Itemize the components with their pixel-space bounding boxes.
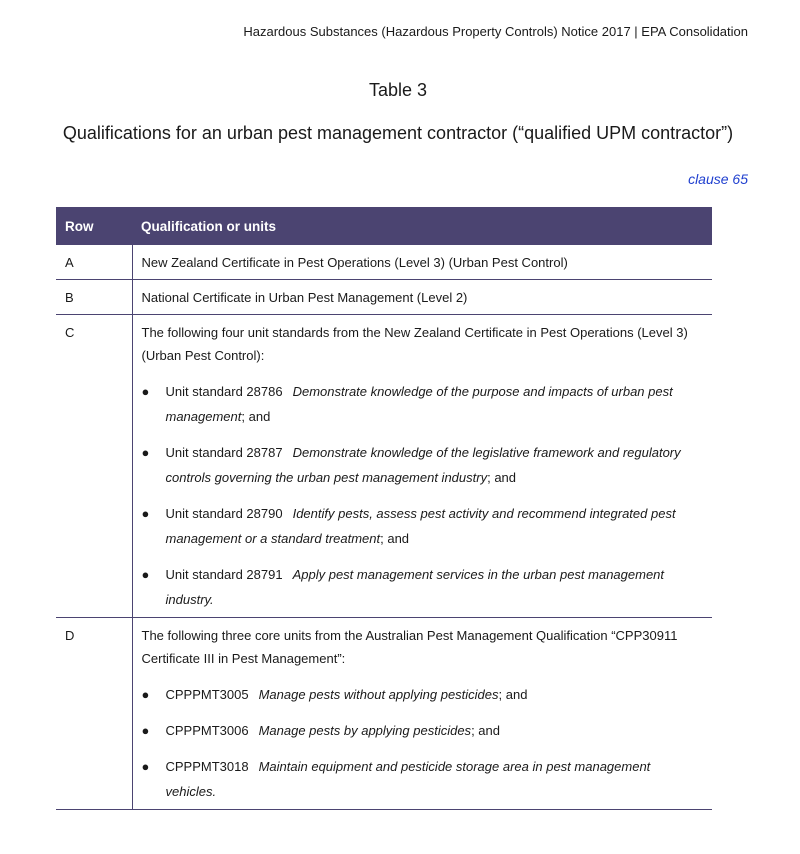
- bullet-icon: ●: [141, 445, 150, 460]
- unit-title: Identify pests, assess pest activity and recommend integrated pest management or a standard treatment: [165, 506, 676, 546]
- list-item: [142, 718, 703, 743]
- row-id: D: [56, 618, 132, 810]
- table-number: Table 3: [368, 80, 428, 100]
- unit-code: CPPPMT3006: [165, 723, 249, 738]
- row-text: National Certificate in Urban Pest Management (Level 2): [132, 280, 712, 315]
- bullet-icon: ●: [141, 384, 150, 399]
- qualifications-table: [56, 207, 712, 810]
- unit-code: Unit standard 28786: [165, 384, 283, 399]
- column-header-qualification: Qualification or units: [132, 207, 712, 245]
- unit-title: Demonstrate knowledge of the purpose and impacts of urban pest management: [165, 384, 673, 424]
- list-item: [142, 440, 703, 490]
- bullet-icon: ●: [141, 506, 150, 521]
- row-intro: The following three core units from the Australian Pest Management Qualification “CPP30911 Certificate III in Pest Management”:: [141, 628, 678, 666]
- unit-suffix: ; and: [471, 723, 500, 738]
- unit-title: Manage pests by applying pesticides: [258, 723, 472, 738]
- row-content: [132, 618, 712, 810]
- unit-code: Unit standard 28791: [165, 567, 283, 582]
- unit-suffix: ; and: [498, 687, 528, 702]
- row-content: [132, 315, 712, 618]
- list-item: [142, 682, 703, 707]
- unit-title: Maintain equipment and pesticide storage area in pest management vehicles.: [165, 759, 651, 799]
- bullet-icon: ●: [141, 567, 150, 582]
- unit-list: [142, 682, 703, 804]
- bullet-icon: ●: [141, 723, 150, 738]
- unit-title: Apply pest management services in the urban pest management industry.: [165, 567, 665, 607]
- row-id: B: [56, 280, 132, 315]
- unit-suffix: ; and: [241, 409, 271, 424]
- list-item: [142, 754, 703, 804]
- running-header: Hazardous Substances (Hazardous Property Controls) Notice 2017 | EPA Consolidation: [243, 24, 748, 39]
- unit-suffix: ; and: [380, 531, 410, 546]
- list-item: [142, 379, 703, 429]
- unit-code: Unit standard 28790: [165, 506, 283, 521]
- bullet-icon: ●: [141, 759, 150, 774]
- clause-link[interactable]: clause 65: [688, 171, 748, 187]
- table-header-row: [56, 207, 712, 245]
- bullet-icon: ●: [141, 687, 150, 702]
- table-caption: Qualifications for an urban pest management contractor (“qualified UPM contractor”): [62, 123, 734, 143]
- unit-list: [142, 379, 703, 612]
- unit-title: Demonstrate knowledge of the legislative framework and regulatory controls governing the urban pest management industry: [165, 445, 681, 485]
- unit-code: CPPPMT3018: [165, 759, 249, 774]
- list-item: [142, 501, 703, 551]
- list-item: [142, 562, 703, 612]
- table-row: [56, 618, 712, 810]
- table-row: [56, 245, 712, 280]
- unit-code: Unit standard 28787: [165, 445, 283, 460]
- table-row: [56, 280, 712, 315]
- unit-title: Manage pests without applying pesticides: [258, 687, 499, 702]
- unit-suffix: ; and: [487, 470, 517, 485]
- unit-code: CPPPMT3005: [165, 687, 249, 702]
- row-id: A: [56, 245, 132, 280]
- row-text: New Zealand Certificate in Pest Operations (Level 3) (Urban Pest Control): [132, 245, 712, 280]
- column-header-row: Row: [56, 207, 132, 245]
- table-row: [56, 315, 712, 618]
- row-intro: The following four unit standards from the New Zealand Certificate in Pest Operations (Level 3) (Urban Pest Control):: [141, 325, 688, 363]
- row-id: C: [56, 315, 132, 618]
